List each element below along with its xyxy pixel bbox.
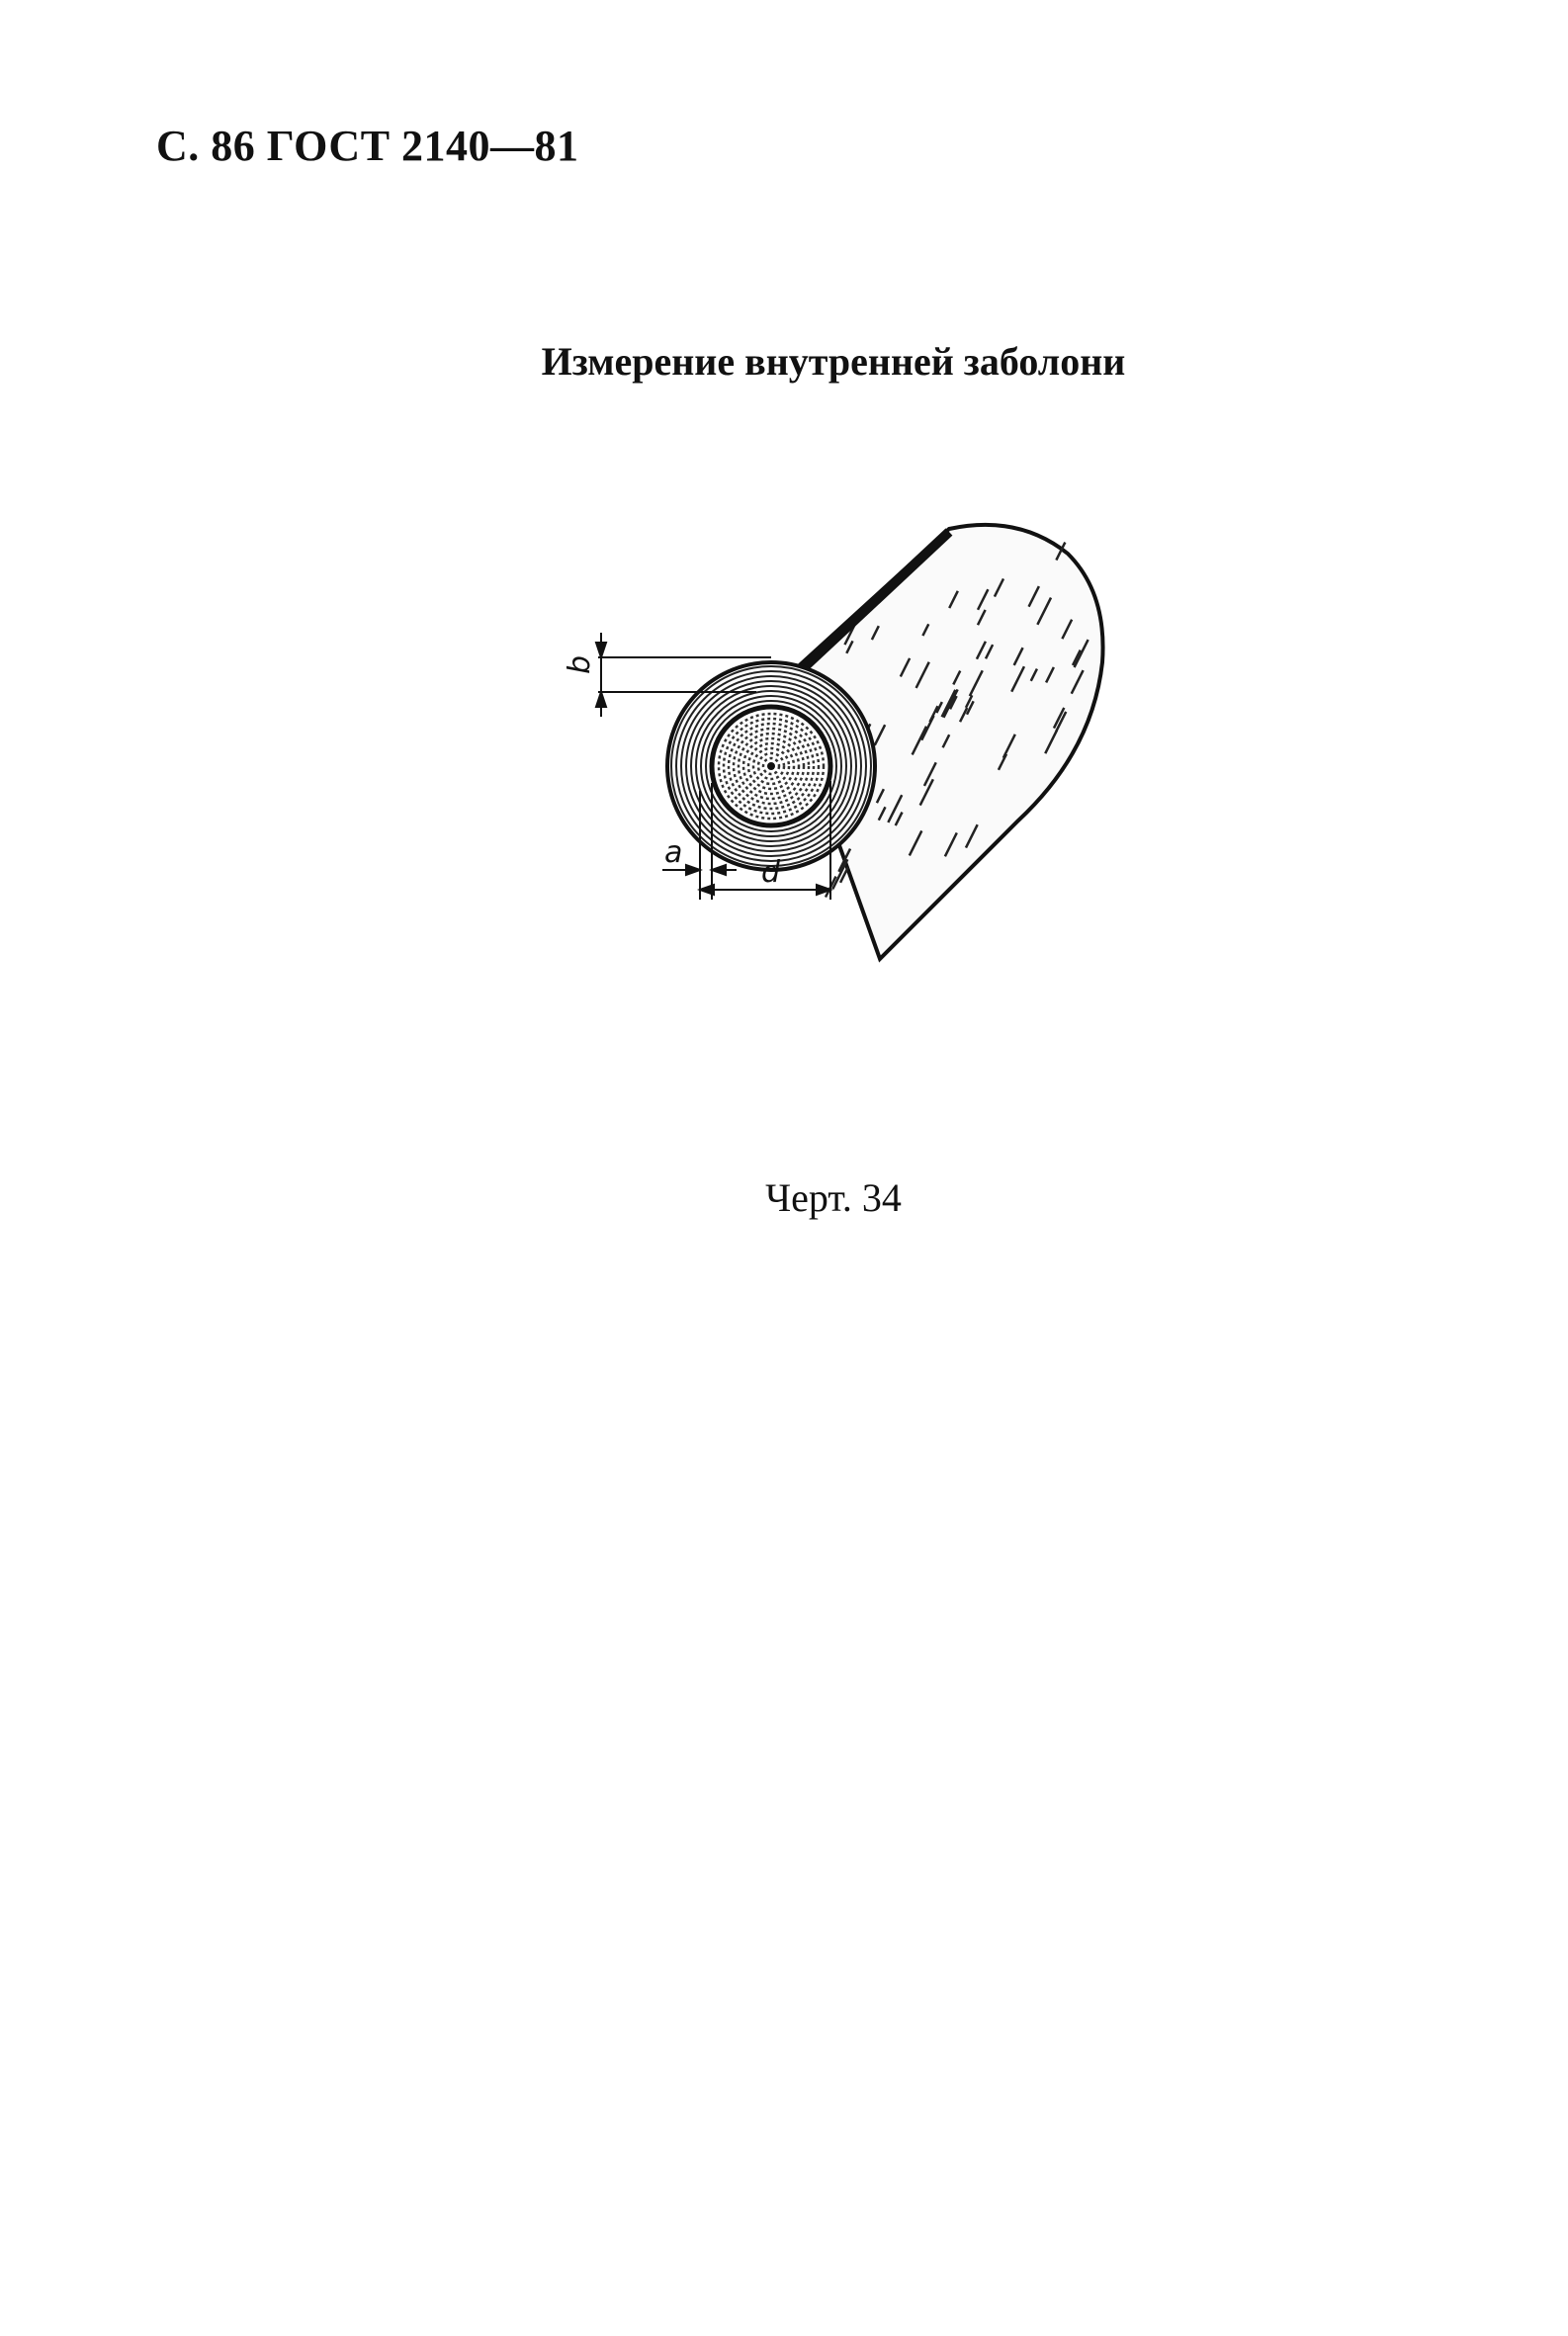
log-figure <box>554 494 1107 1087</box>
label-a: a <box>664 835 683 870</box>
figure-caption: Черт. 34 <box>765 1175 902 1220</box>
label-d: d <box>761 855 781 890</box>
page-header: С. 86 ГОСТ 2140—81 <box>156 122 579 170</box>
figure-title: Измерение внутренней заболони <box>541 339 1126 384</box>
label-b: b <box>563 654 597 674</box>
log-illustration <box>554 494 1107 1087</box>
log-end-face <box>667 662 875 870</box>
